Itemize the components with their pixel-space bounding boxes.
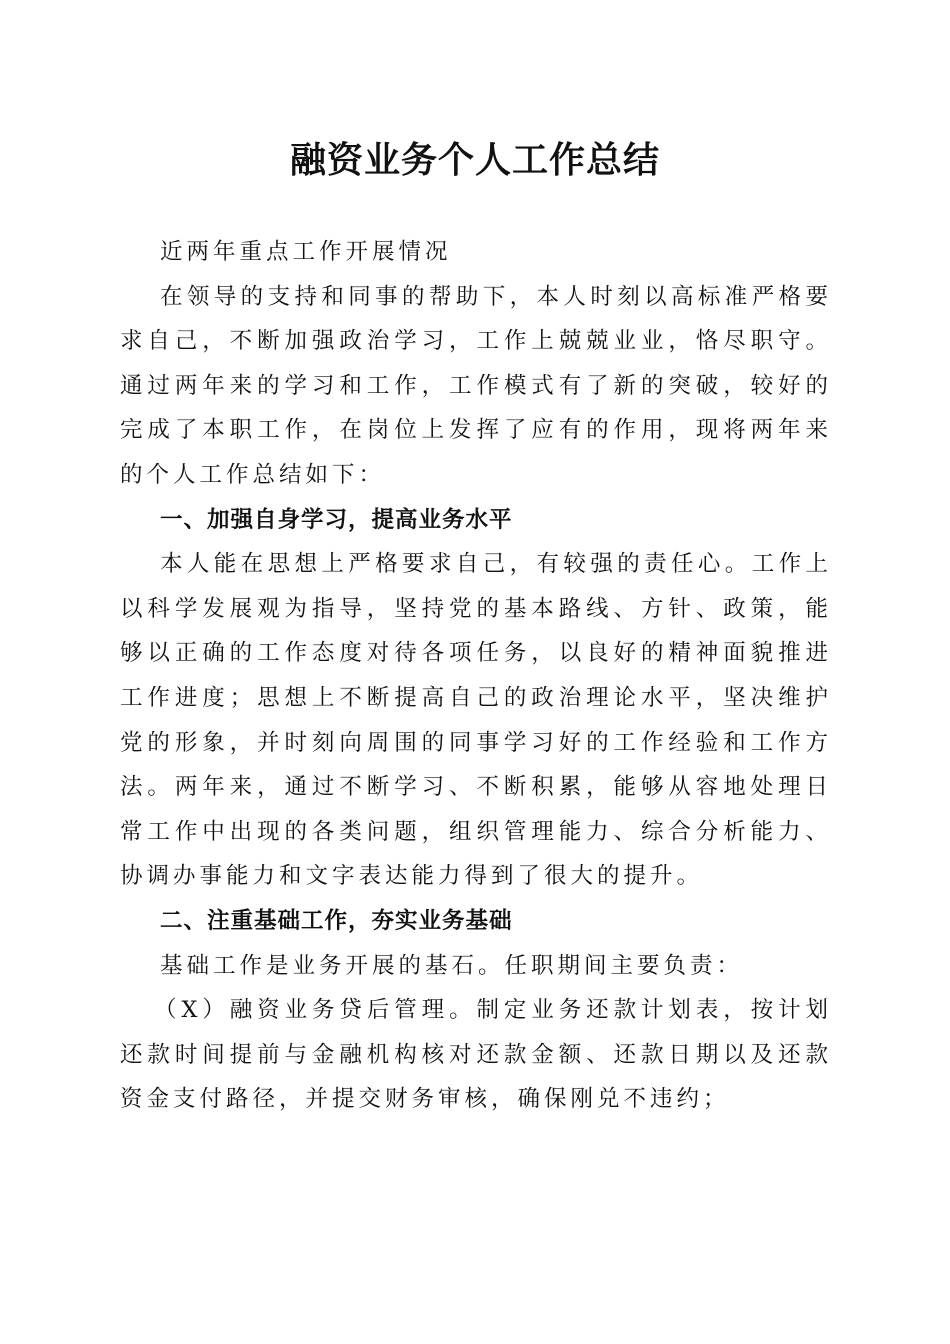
section2-heading: 二、注重基础工作，夯实业务基础 xyxy=(160,907,513,934)
intro-heading: 近两年重点工作开展情况 xyxy=(160,239,452,265)
intro-paragraph: 在领导的支持和同事的帮助下，本人时刻以高标准严格要求自己，不断加强政治学习，工作上兢兢业业，恪尽职守。通过两年来的学习和工作，工作模式有了新的突破，较好的完成了本职工作，在岗位上发挥了应有的作用，现将两年来的个人工作总结如下： xyxy=(120,283,832,488)
section2-item: （X）融资业务贷后管理。制定业务还款计划表，按计划还款时间提前与金融机构核对还款金额、还款日期以及还款资金支付路径，并提交财务审核，确保刚兑不违约； xyxy=(120,997,832,1113)
section2-paragraph: 基础工作是业务开展的基石。任职期间主要负责： xyxy=(160,952,744,979)
section1-paragraph: 本人能在思想上严格要求自己，有较强的责任心。工作上以科学发展观为指导，坚持党的基本路线、方针、政策，能够以正确的工作态度对待各项任务，以良好的精神面貌推进工作进度；思想上不断提高自己的政治理论水平，坚决维护党的形象，并时刻向周围的同事学习好的工作经验和工作方法。两年来，通过不断学习、不断积累，能够从容地处理日常工作中出现的各类问题，组织管理能力、综合分析能力、协调办事能力和文字表达能力得到了很大的提升。 xyxy=(120,551,832,890)
section1-heading: 一、加强自身学习，提高业务水平 xyxy=(160,506,513,533)
document-title: 融资业务个人工作总结 xyxy=(289,139,660,181)
document-body xyxy=(120,230,832,1122)
